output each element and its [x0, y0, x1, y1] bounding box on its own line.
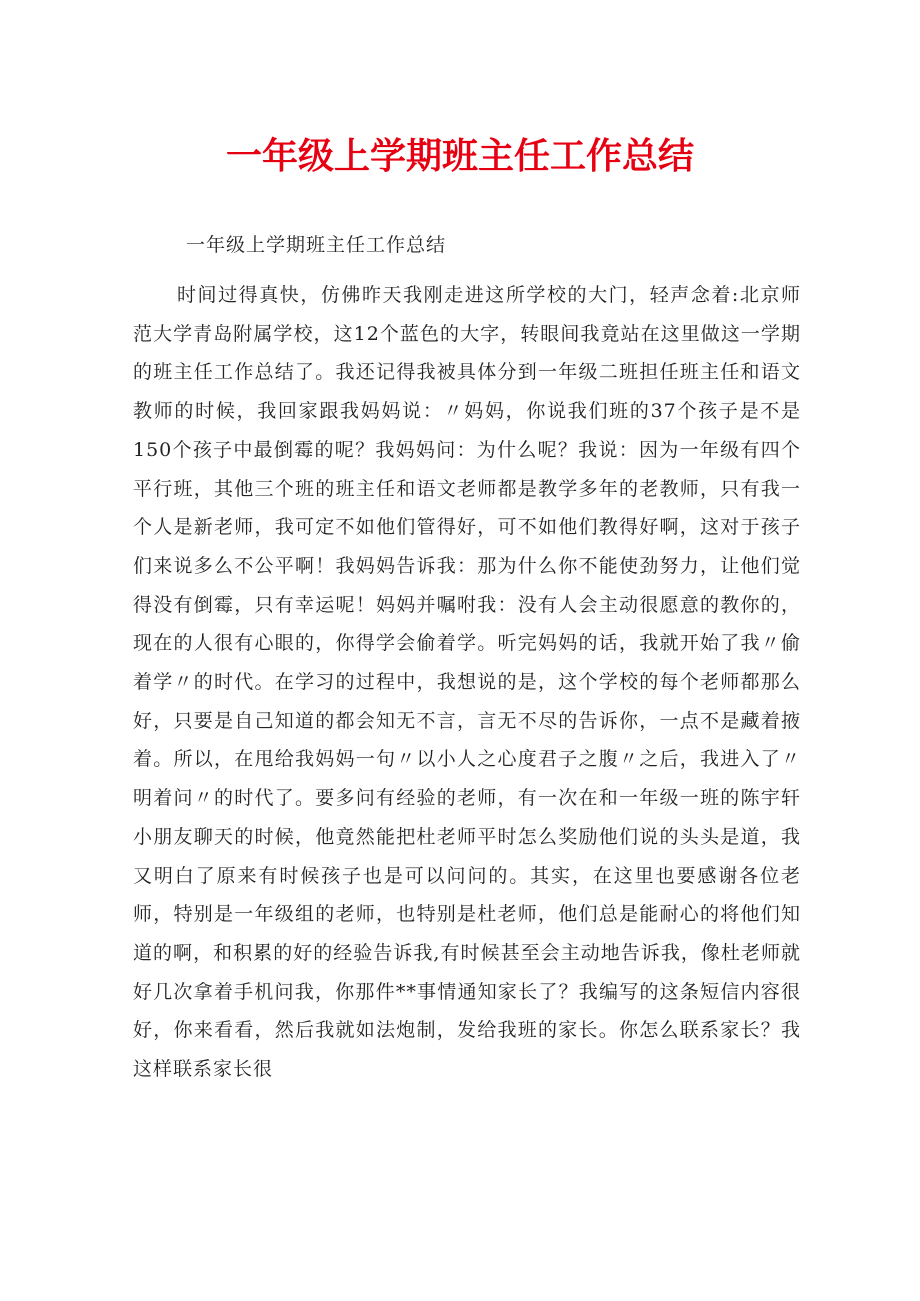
- document-subtitle: 一年级上学期班主任工作总结: [186, 234, 447, 256]
- body-paragraph: 时间过得真快，仿佛昨天我刚走进这所学校的大门，轻声念着:北京师范大学青岛附属学校，这12个蓝色的大字，转眼间我竟站在这里做这一学期的班主任工作总结了。我还记得我被具体分到一年级二班担任班主任和语文教师的时候，我回家跟我妈妈说：〃妈妈，你说我们班的37个孩子是不是150个孩子中最倒霉的呢？我妈妈问：为什么呢？我说：因为一年级有四个平行班，其他三个班的班主任和语文老师都是教学多年的老教师，只有我一个人是新老师，我可定不如他们管得好，可不如他们教得好啊，这对于孩子们来说多么不公平啊！我妈妈告诉我：那为什么你不能使劲努力，让他们觉得没有倒霉，只有幸运呢！妈妈并嘱咐我：没有人会主动很愿意的教你的，现在的人很有心眼的，你得学会偷着学。听完妈妈的话，我就开始了我〃偷着学〃的时代。在学习的过程中，我想说的是，这个学校的每个老师都那么好，只要是自己知道的都会知无不言，言无不尽的告诉你，一点不是藏着掖着。所以，在甩给我妈妈一句〃以小人之心度君子之腹〃之后，我进入了〃明着问〃的时代了。要多问有经验的老师，有一次在和一年级一班的陈宇轩小朋友聊天的时候，他竟然能把杜老师平时怎么奖励他们说的头头是道，我又明白了原来有时候孩子也是可以问问的。其实，在这里也要感谢各位老师，特别是一年级组的老师，也特别是杜老师，他们总是能耐心的将他们知道的啊，和积累的好的经验告诉我,有时候甚至会主动地告诉我，像杜老师就好几次拿着手机问我，你那件**事情通知家长了？我编写的这条短信内容很好，你来看看，然后我就如法炮制，发给我班的家长。你怎么联系家长？我这样联系家长很: [133, 284, 801, 1081]
- document-title: 一年级上学期班主任工作总结: [225, 136, 694, 177]
